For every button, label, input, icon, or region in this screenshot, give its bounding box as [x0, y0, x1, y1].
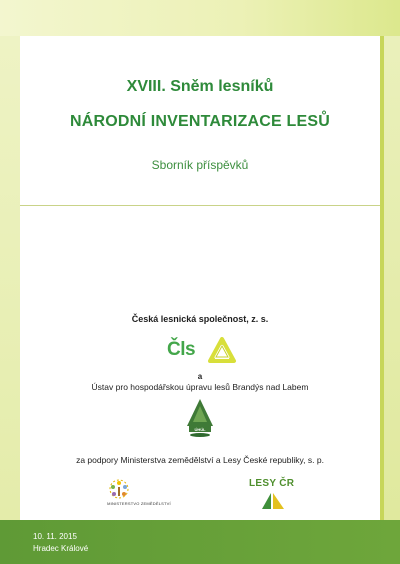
event-date: 10. 11. 2015 [33, 532, 77, 541]
lcr-tree-icon [260, 492, 286, 510]
recycle-leaf-icon [207, 337, 237, 365]
cls-logo [167, 337, 239, 367]
page-subtitle: Sborník příspěvků [151, 158, 249, 172]
organizer-secondary: Ústav pro hospodářskou úpravu lesů Brandýs nad Labem [91, 382, 309, 392]
lcr-logo-text: LESY ČR [249, 478, 295, 489]
top-band [0, 0, 400, 36]
support-text: za podpory Ministerstva zemědělství a Lesy České republiky, s. p. [76, 455, 324, 465]
right-band [384, 36, 400, 520]
uhul-logo-text: ÚHÚL [194, 427, 206, 432]
connector-text: a [197, 372, 203, 381]
ministry-logo-text: MINISTERSTVO ZEMĚDĚLSTVÍ [107, 501, 171, 506]
ministry-logo [104, 477, 174, 511]
page-title: NÁRODNÍ INVENTARIZACE LESŮ [69, 113, 331, 130]
event-title: XVIII. Sněm lesníků [126, 78, 274, 95]
lcr-logo [249, 478, 299, 512]
grain-emblem-icon [104, 477, 134, 501]
left-band [0, 36, 20, 520]
footer-band [0, 520, 400, 564]
uhul-logo [186, 398, 214, 438]
divider [20, 205, 380, 206]
event-city: Hradec Králové [33, 544, 89, 553]
cls-logo-text: Čls [167, 339, 196, 360]
organizer-primary: Česká lesnická společnost, z. s. [131, 314, 269, 324]
